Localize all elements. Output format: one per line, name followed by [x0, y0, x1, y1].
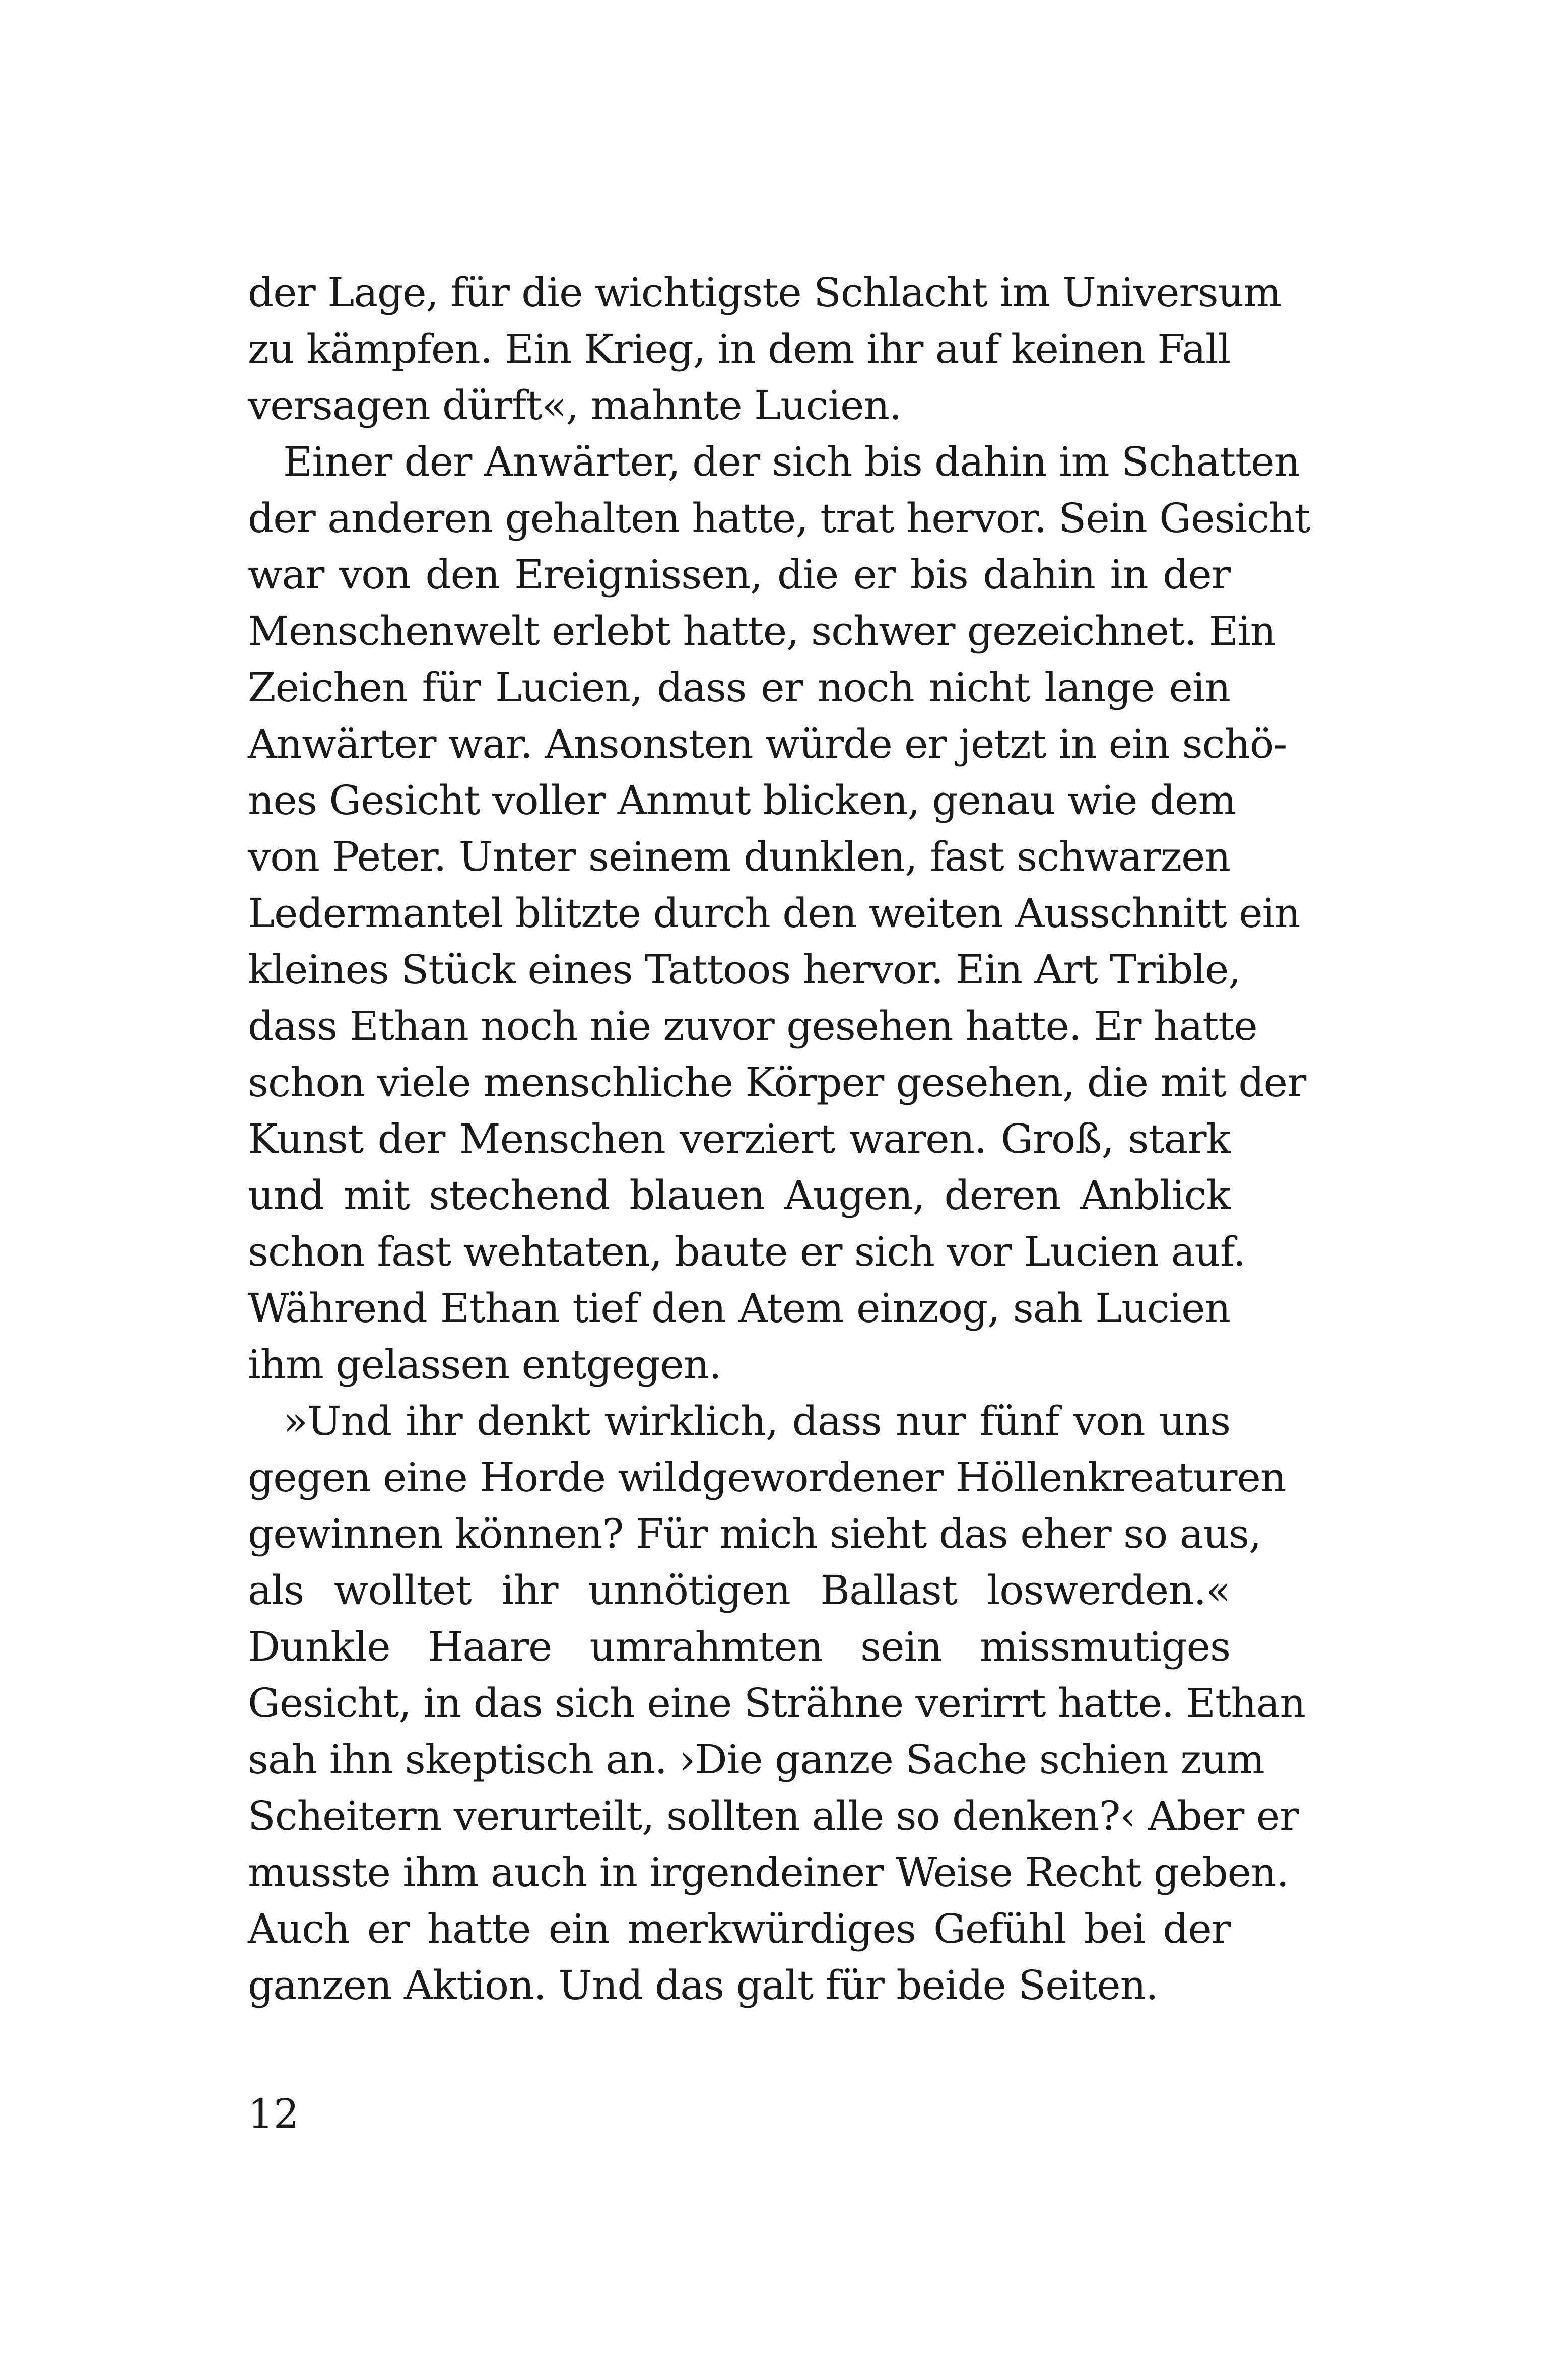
text-line: als wolltet ihr unnötigen Ballast loswerden.« — [248, 1567, 1230, 1614]
text-line: war von den Ereignissen, die er bis dahin in der — [248, 551, 1230, 598]
text-line: der Lage, für die wichtigste Schlacht im Universum — [248, 269, 1282, 316]
text-line: gewinnen können? Für mich sieht das eher so aus, — [248, 1510, 1261, 1557]
text-line: sah ihn skeptisch an. ›Die ganze Sache schien zum — [248, 1736, 1264, 1783]
text-line: Scheitern verurteilt, sollten alle so denken?‹ Aber er — [248, 1793, 1299, 1839]
text-line: gegen eine Horde wildgewordener Höllenkreaturen — [248, 1454, 1286, 1501]
text-line: Anwärter war. Ansonsten würde er jetzt in ein schö- — [248, 720, 1287, 767]
page-number: 12 — [248, 2090, 299, 2137]
text-line: von Peter. Unter seinem dunklen, fast schwarzen — [248, 833, 1230, 880]
text-line: Auch er hatte ein merkwürdiges Gefühl bei der — [248, 1905, 1230, 1952]
text-line: schon fast wehtaten, baute er sich vor Lucien auf. — [248, 1228, 1246, 1275]
text-line: musste ihm auch in irgendeiner Weise Recht geben. — [248, 1849, 1289, 1896]
body-text — [248, 265, 1310, 2014]
text-line: Gesicht, in das sich eine Strähne verirrt hatte. Ethan — [248, 1680, 1305, 1727]
text-line: versagen dürft«, mahnte Lucien. — [248, 382, 902, 429]
text-line: zu kämpfen. Ein Krieg, in dem ihr auf keinen Fall — [248, 325, 1231, 372]
text-line: ganzen Aktion. Und das galt für beide Seiten. — [248, 1962, 1158, 2009]
text-line: Zeichen für Lucien, dass er noch nicht lange ein — [248, 664, 1230, 711]
text-line: Während Ethan tief den Atem einzog, sah Lucien — [248, 1285, 1230, 1332]
text-line: Ledermantel blitzte durch den weiten Ausschnitt ein — [248, 890, 1300, 937]
text-line: Einer der Anwärter, der sich bis dahin im Schatten — [283, 438, 1300, 485]
text-line: und mit stechend blauen Augen, deren Anblick — [248, 1172, 1230, 1219]
text-line: kleines Stück eines Tattoos hervor. Ein Art Trible, — [248, 946, 1241, 993]
text-line: nes Gesicht voller Anmut blicken, genau wie dem — [248, 777, 1236, 824]
text-line: »Und ihr denkt wirklich, dass nur fünf von uns — [283, 1398, 1230, 1444]
text-line: schon viele menschliche Körper gesehen, die mit der — [248, 1059, 1306, 1106]
text-line: Menschenwelt erlebt hatte, schwer gezeichnet. Ein — [248, 608, 1276, 654]
text-line: Kunst der Menschen verziert waren. Groß, stark — [248, 1115, 1230, 1162]
text-line: Dunkle Haare umrahmten sein missmutiges — [248, 1623, 1230, 1670]
text-line: der anderen gehalten hatte, trat hervor. Sein Gesicht — [248, 495, 1310, 542]
text-line: ihm gelassen entgegen. — [248, 1341, 721, 1388]
text-line: dass Ethan noch nie zuvor gesehen hatte. Er hatte — [248, 1003, 1257, 1049]
